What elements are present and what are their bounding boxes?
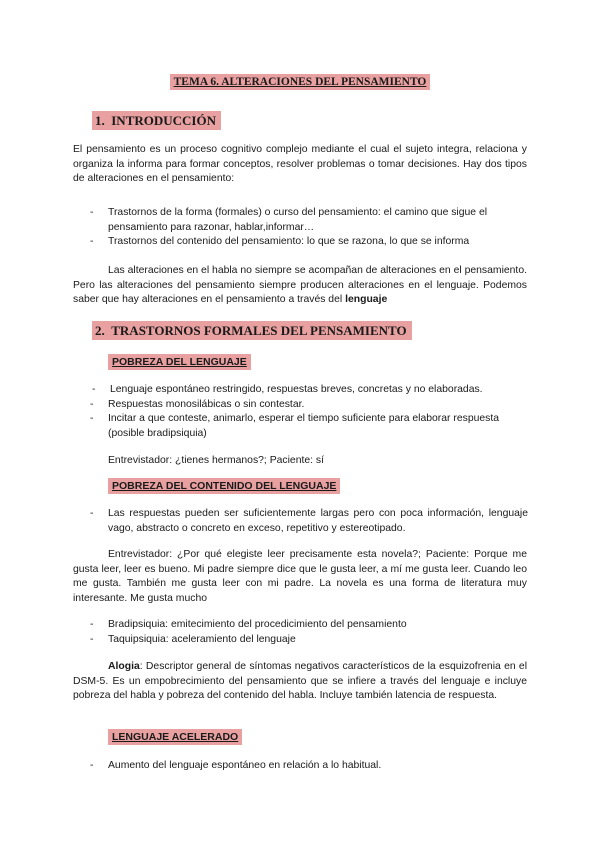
list-item: - Taquipsiquia: aceleramiento del lenguaje [90, 634, 296, 645]
list-item: - Trastornos de la forma (formales) o curso del pensamiento: el camino que sigue el pensamiento para razonar, hablar,informar… [90, 207, 488, 233]
list-item: - Las respuestas pueden ser suficientemente largas pero con poca información, lenguaje vago, abstracto o concreto en exceso, repetitivo y estereotipado. [90, 508, 528, 534]
intro-paragraph: El pensamiento es un proceso cognitivo complejo mediante el cual el sujeto integra, relaciona y organiza la informa para formar conceptos, resolver problemas o tomar decisiones. Hay dos tipos de alteraciones en el pensamiento: [73, 144, 527, 184]
list-item: - Bradipsiquia: emitecimiento del procedicimiento del pensamiento [90, 619, 407, 630]
subheading-pobreza-contenido: POBREZA DEL CONTENIDO DEL LENGUAJE [108, 480, 340, 492]
list-item: - Trastornos del contenido del pensamiento: lo que se razona, lo que se informa [90, 236, 470, 247]
subheading-pobreza-lenguaje: POBREZA DEL LENGUAJE [108, 356, 251, 368]
section-2-heading: 2. TRASTORNOS FORMALES DEL PENSAMIENTO [92, 323, 412, 339]
list-item: - Respuestas monosilábicas o sin contestar. [90, 399, 305, 410]
alogia-paragraph: Alogia: Descriptor general de síntomas negativos característicos de la esquizofrenia en el DSM-5. Es un empobrecimiento del pensamiento que se infiere a través del lenguaje e incluye pobreza del habla y pobreza del contenido del habla. Incluye también latencia de respuesta. [73, 661, 527, 701]
section-1-heading: 1. INTRODUCCIÓN [92, 113, 221, 129]
list-item: - Lenguaje espontáneo restringido, respuestas breves, concretas y no elaboradas. [92, 384, 483, 395]
list-item: - Incitar a que conteste, animarlo, esperar el tiempo suficiente para elaborar respuesta (posible bradipsiquia) [90, 413, 500, 439]
list-item: - Aumento del lenguaje espontáneo en relación a lo habitual. [90, 760, 382, 771]
example-dialogue: Entrevistador: ¿tienes hermanos?; Paciente: sí [108, 455, 325, 466]
example-dialogue-long: Entrevistador: ¿Por qué elegiste leer precisamente esta novela?; Paciente: Porque me gusta leer, leer es bueno. Mi padre siempre dice que le gusta leer, a mí me gusta leer. Cuando leo me gusta. También me gusta leer con mi padre. La novela es una forma de literatura muy interesante. Me gusta mucho [73, 549, 527, 604]
paragraph-2: Las alteraciones en el habla no siempre se acompañan de alteraciones en el pensamiento. Pero las alteraciones del pensamiento siempre producen alteraciones en el lenguaje. Podemos saber que hay alteraciones en el pensamiento a través del lenguaje [73, 265, 527, 305]
document-title: TEMA 6. ALTERACIONES DEL PENSAMIENTO [0, 72, 600, 90]
subheading-lenguaje-acelerado: LENGUAJE ACELERADO [108, 731, 242, 743]
